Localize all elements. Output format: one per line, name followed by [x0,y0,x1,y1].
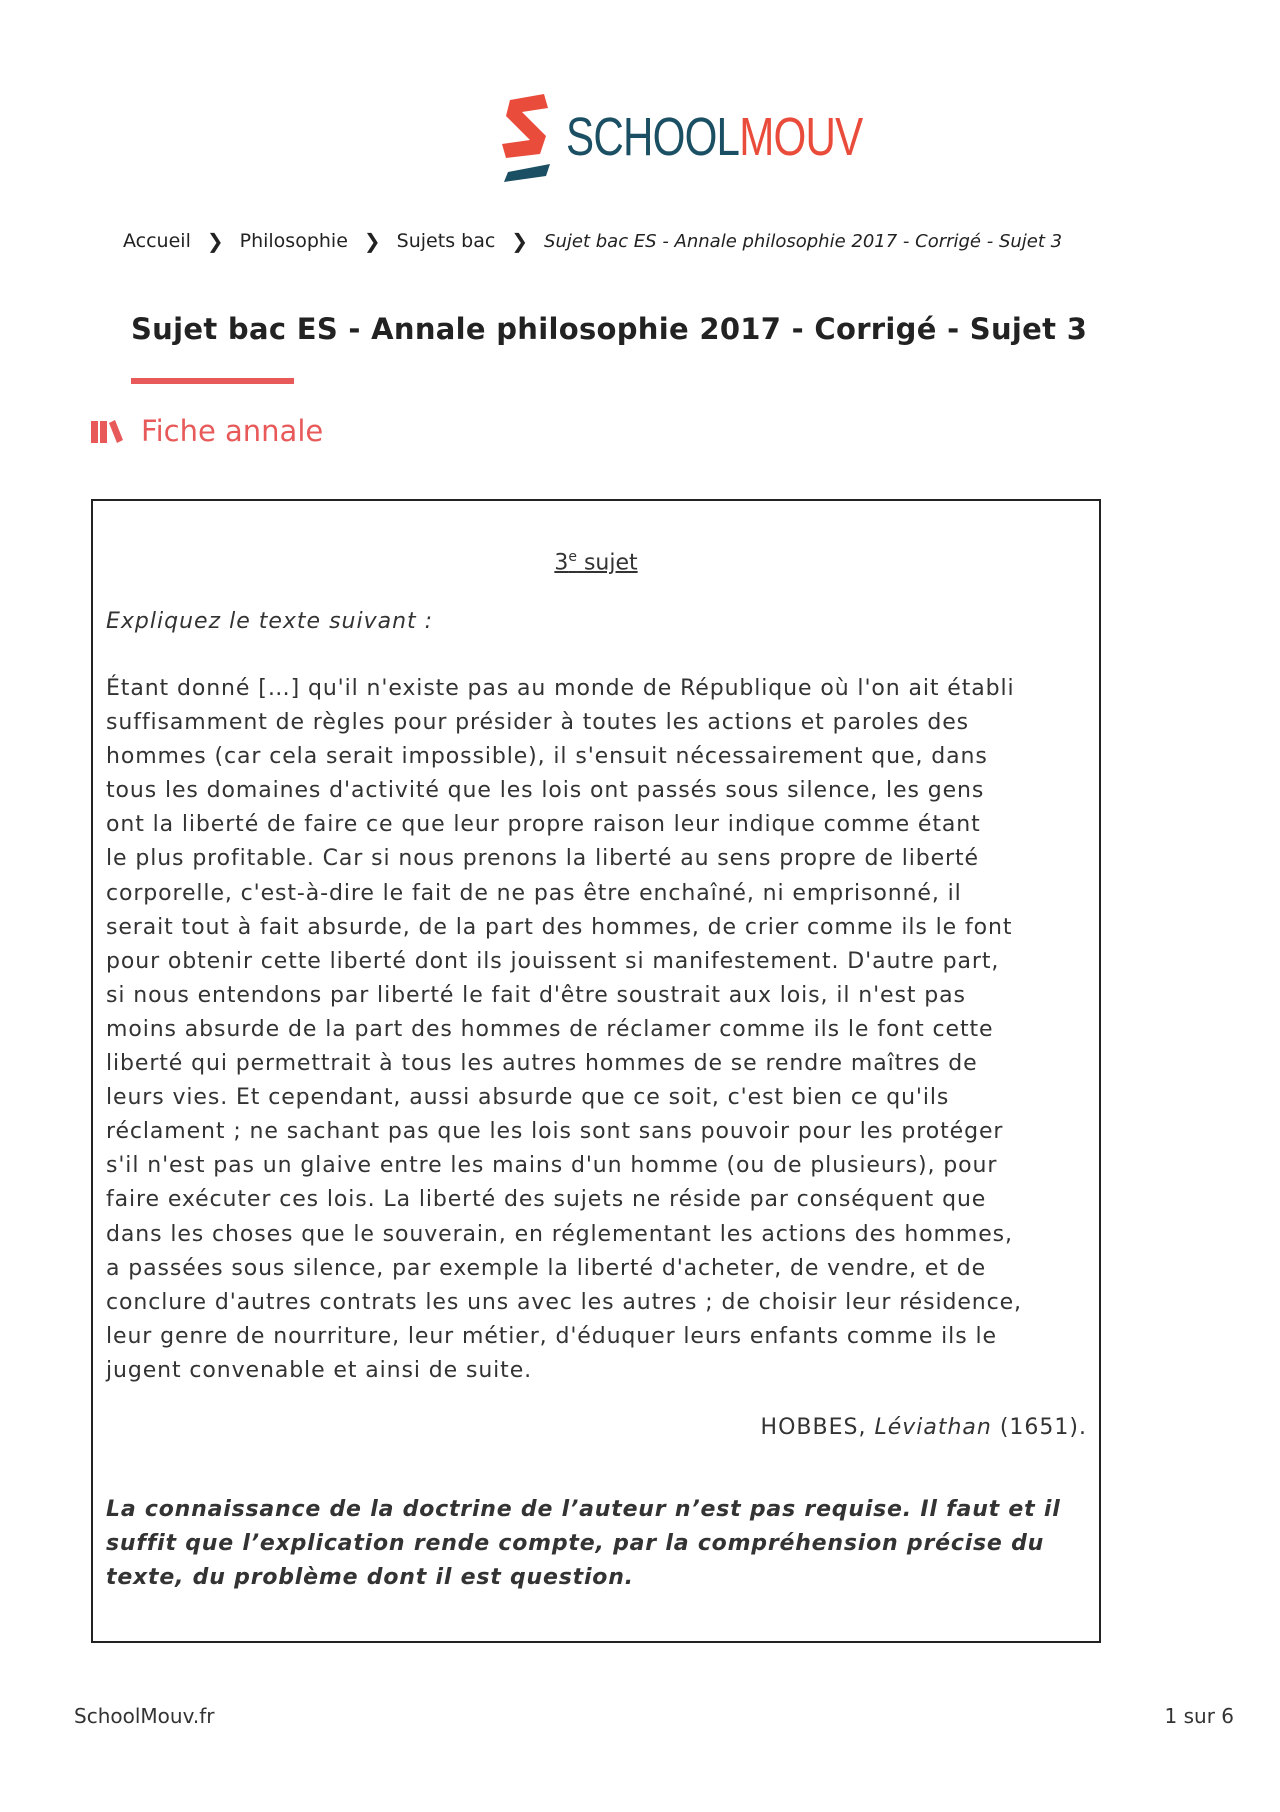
logo-s-icon [500,92,552,182]
exam-note [106,1493,1061,1595]
text-line: leurs vies. Et cependant, aussi absurde que ce soit, c'est bien ce qu'ils [106,1085,950,1111]
text-line: s'il n'est pas un glaive entre les mains d'un homme (ou de plusieurs), pour [106,1153,998,1179]
text-line: le plus profitable. Car si nous prenons la liberté au sens propre de liberté [106,846,979,872]
text-line: La connaissance de la doctrine de l’auteur n’est pas requise. Il faut et il [106,1497,1061,1522]
text-line: liberté qui permettrait à tous les autres hommes de se rendre maîtres de [106,1051,978,1077]
text-excerpt [106,672,1022,1388]
subject-heading: 3e sujet [554,549,638,576]
text-line: hommes (car cela serait impossible), il s'ensuit nécessairement que, dans [106,744,988,770]
text-line: moins absurde de la part des hommes de réclamer comme ils le font cette [106,1016,994,1042]
text-line: corporelle, c'est-à-dire le fait de ne pas être enchaîné, ni emprisonné, il [106,880,962,906]
logo-text-mouv: MOUV [739,107,863,167]
text-line: ont la liberté de faire ce que leur propre raison leur indique comme étant [106,812,981,838]
text-line: si nous entendons par liberté le fait d'être soustrait aux lois, il n'est pas [106,982,966,1008]
text-line: leur genre de nourriture, leur métier, d'éduquer leurs enfants comme ils le [106,1323,997,1349]
chevron-right-icon: ❯ [511,229,529,253]
citation: HOBBES, Léviathan (1651). [760,1415,1087,1440]
books-icon [91,419,123,443]
text-line: dans les choses que le souverain, en réglementant les actions des hommes, [106,1221,1013,1247]
section-heading [91,414,323,448]
text-line: pour obtenir cette liberté dont ils jouissent si manifestement. D'autre part, [106,948,1000,974]
breadcrumb-philosophie[interactable]: Philosophie [239,230,348,252]
chevron-right-icon: ❯ [206,229,224,253]
text-line: Étant donné […] qu'il n'existe pas au monde de République où l'on ait établi [106,676,1015,701]
text-line: texte, du problème dont il est question. [106,1565,634,1590]
page-title: Sujet bac ES - Annale philosophie 2017 - Corrigé - Sujet 3 [131,312,1088,346]
text-line: suffisamment de règles pour présider à toutes les actions et paroles des [106,710,970,736]
breadcrumb-accueil[interactable]: Accueil [123,230,191,252]
text-line: tous les domaines d'activité que les lois ont passés sous silence, les gens [106,778,985,804]
footer-site: SchoolMouv.fr [74,1704,215,1728]
breadcrumb-current: Sujet bac ES - Annale philosophie 2017 - Corrigé - Sujet 3 [544,230,1063,252]
instruction: Expliquez le texte suivant : [106,609,434,634]
footer-page: 1 sur 6 [1164,1704,1234,1728]
schoolmouv-logo [500,92,946,182]
title-underline [131,378,294,384]
text-line: suffit que l’explication rende compte, par la compréhension précise du [106,1531,1045,1556]
subject-box [91,499,1101,1643]
text-line: conclure d'autres contrats les uns avec les autres ; de choisir leur résidence, [106,1289,1022,1315]
logo-text-school: SCHOOL [566,107,740,167]
text-line: a passées sous silence, par exemple la liberté d'acheter, de vendre, et de [106,1255,987,1281]
chevron-right-icon: ❯ [363,229,381,253]
text-line: réclament ; ne sachant pas que les lois sont sans pouvoir pour les protéger [106,1119,1004,1145]
section-label: Fiche annale [141,414,324,448]
breadcrumb-sujets-bac[interactable]: Sujets bac [396,230,496,252]
breadcrumb [123,229,1062,253]
text-line: faire exécuter ces lois. La liberté des sujets ne réside par conséquent que [106,1187,987,1213]
text-line: serait tout à fait absurde, de la part des hommes, de crier comme ils le font [106,914,1013,940]
text-line: jugent convenable et ainsi de suite. [106,1357,533,1383]
